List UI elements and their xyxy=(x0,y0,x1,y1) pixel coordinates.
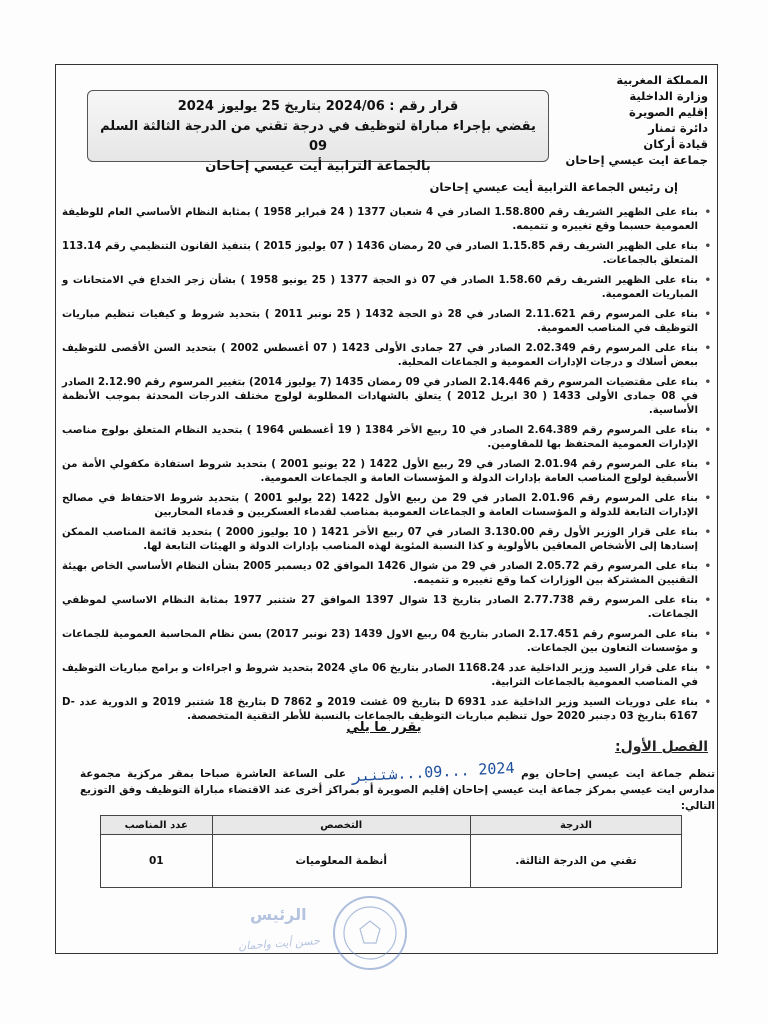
bullet-dot: • xyxy=(704,241,711,252)
bullet-dot: • xyxy=(704,377,711,388)
list-item: • بناء على المرسوم رقم 2.17.451 الصادر بتاريخ 04 ربيع الاول 1439 (23 نونبر 2017) بسن نظام المحاسبة العمومية للجماعات و مؤسسات التعاون بين الجماعات. xyxy=(62,629,711,655)
admin-line-ministry: وزارة الداخلية xyxy=(629,89,708,103)
bullet-dot: • xyxy=(704,663,711,675)
list-item: • بناء على الظهير الشريف رقم 1.15.85 الصادر في 20 رمضان 1436 ( 07 يوليوز 2015 ) بتنفيذ القانون التنظيمي رقم 113.14 المتعلق بالجماعات. xyxy=(62,241,711,267)
bullet-dot: • xyxy=(704,343,711,354)
decides-heading: يقرر ما يلي xyxy=(346,720,422,735)
admin-line-province: إقليم الصويرة xyxy=(629,105,708,119)
admin-line-commune: جماعة ايت عيسي إحاحان xyxy=(565,153,708,167)
chapter-one-heading: الفصل الأول: xyxy=(615,739,708,755)
admin-line-kingdom: المملكة المغربية xyxy=(616,73,708,87)
list-item: • بناء على المرسوم رقم 2.05.72 الصادر في 29 من شوال 1426 الموافق 02 ديسمبر 2005 بشأن النظام الأساسي الخاص بهيئة التقنيين المشتركة بين الوزارات كما وقع تغييره و تتميمه. xyxy=(62,561,711,587)
bullet-dot: • xyxy=(704,697,711,709)
signature-title: الرئيس xyxy=(250,905,307,924)
table-header-row xyxy=(101,816,682,835)
header-count: عدد المناصب xyxy=(101,816,213,835)
bullet-dot: • xyxy=(704,561,711,573)
decision-commune: بالجماعة الترابية أيت عيسي إحاحان xyxy=(205,159,431,174)
bullet-dot: • xyxy=(704,425,711,437)
cell-count: 01 xyxy=(101,835,213,888)
bullet-dot: • xyxy=(704,527,711,539)
list-item: • بناء على المرسوم رقم 2.77.738 الصادر بتاريخ 13 شوال 1397 الموافق 27 شتنبر 1977 بمثابة النظام الاساسي لموظفي الجماعات. xyxy=(62,595,711,621)
official-seal-stamp xyxy=(330,893,410,973)
list-item: • بناء على مقتضيات المرسوم رقم 2.14.446 الصادر في 09 رمضان 1435 (7 يوليوز 2014) بتغيير المرسوم رقم 2.12.90 الصادر في 08 جمادى الأولى 1433 ( 30 ابريل 2012 ) يتعلق بالشهادات المطلوبة لولوج مختلف الدرجات المحدثة بموجب الأنظمة الأساسية. xyxy=(62,377,711,417)
list-item: • بناء على المرسوم رقم 2.02.349 الصادر في 27 جمادى الأولى 1423 ( 07 أغسطس 2002 ) بتحديد السن الأقصى للتوظيف ببعض أسلاك و درجات الإدارات العمومية و الجماعات المحلية. xyxy=(62,343,711,369)
bullet-dot: • xyxy=(704,493,711,505)
admin-line-caidat: قيادة أركان xyxy=(643,137,708,151)
list-item: • بناء على المرسوم رقم 2.11.621 الصادر في 28 ذو الحجة 1432 ( 25 نونبر 2011 ) بتحديد شروط و كيفيات تنظيم مباريات التوظيف في المناصب العمومية. xyxy=(62,309,711,335)
decision-number: قرار رقم : 2024/06 بتاريخ 25 يوليوز 2024 xyxy=(177,99,459,114)
list-item: • بناء على المرسوم رقم 2.64.389 الصادر في 10 ربيع الأخر 1384 ( 19 أغسطس 1964 ) بتحديد النظام المتعلق بولوج مناصب الإدارات العمومية المحتفظ بها للمقاومين. xyxy=(62,425,711,451)
bullet-dot: • xyxy=(704,207,711,218)
signature-name: حسن أيت واحمان xyxy=(237,934,321,953)
article-text-start: تنظم جماعة ايت عيسي إحاحان يوم xyxy=(521,768,716,780)
list-item: • بناء على الظهير الشريف رقم 1.58.60 الصادر في 07 ذو الحجة 1377 ( 25 يونيو 1958 ) بشأن زجر الخداع في الامتحانات و المباريات العمومية. xyxy=(62,275,711,301)
list-item: • بناء على المرسوم رقم 2.01.96 الصادر في 29 من ربيع الأول 1422 (22 يوليو 2001 ) بتحديد شروط الاحتفاظ في مصالح الإدارات التابعة للدولة و المؤسسات العامة و الجماعات العمومية بمناصب لقدماء العسكريين و قدماء المحاربين xyxy=(62,493,711,519)
bullet-dot: • xyxy=(704,629,711,641)
list-item: • بناء على دوريات السيد وزير الداخلية عدد D 6931 بتاريخ 09 غشت 2019 و D 7862 بتاريخ 18 شتنبر 2019 و الدورية عدد D-6167 بتاريخ 03 دجنبر 2020 حول تنظيم مباريات التوظيف بالجماعات بالنسبة للأطر التقنية المتخصصة. xyxy=(62,697,711,723)
list-item: • بناء على المرسوم رقم 2.01.94 الصادر في 29 ربيع الأول 1422 ( 22 يونيو 2001 ) بتحديد شروط استفادة مكفولي الأمة من الأسبقية لولوج المناصب العامة بإدارات الدولة و المؤسسات العامة و الجماعات العمومية. xyxy=(62,459,711,485)
cell-grade: تقني من الدرجة الثالثة. xyxy=(470,835,681,888)
decision-title-box xyxy=(87,90,549,174)
table-row xyxy=(101,835,682,888)
article-one-text xyxy=(80,758,716,814)
bullet-dot: • xyxy=(704,275,711,286)
positions-table xyxy=(100,815,682,888)
list-item: • بناء على قرار السيد وزير الداخلية عدد 1168.24 الصادر بتاريخ 06 ماي 2024 بتحديد شروط و اجراءات و برامج مباريات التوظيف في المناصب العمومية بالجماعات الترابية. xyxy=(62,663,711,689)
decision-subject: يقضي بإجراء مباراة لتوظيف في درجة تقني من الدرجة الثالثة السلم 09 xyxy=(100,119,536,154)
handwritten-date: 2024 ...09...شتنبر xyxy=(351,758,516,786)
admin-line-district: دائرة تمنار xyxy=(648,121,708,135)
president-intro: إن رئيس الجماعة الترابية أيت عيسي إحاحان xyxy=(429,180,678,194)
header-specialty: التخصص xyxy=(212,816,470,835)
list-item: • بناء على قرار الوزير الأول رقم 3.130.00 الصادر في 07 ربيع الأخر 1421 ( 10 يوليوز 2000 ) بتحديد قائمة المناصب الممكن إسنادها إلى الأشخاص المعاقين بالأولوية و كذا النسبة المئوية لهذه المناصب بإدارات الدولة و الهيئات التابعة لها. xyxy=(62,527,711,553)
bullet-dot: • xyxy=(704,309,711,320)
cell-specialty: أنظمة المعلوميات xyxy=(212,835,470,888)
header-grade: الدرجة xyxy=(470,816,681,835)
legal-basis-list xyxy=(62,206,712,730)
bullet-dot: • xyxy=(704,459,711,471)
list-item: • بناء على الظهير الشريف رقم 1.58.800 الصادر في 4 شعبان 1377 ( 24 فبراير 1958 ) بمثابة النظام الأساسي العام للوظيفة العمومية حسبما وقع تغييره و تتميمه. xyxy=(62,207,711,233)
bullet-dot: • xyxy=(704,595,711,607)
administrative-header xyxy=(558,72,708,168)
article-text-end: على الساعة العاشرة صباحا بمقر مركزية مجموعة مدارس ايت عيسي بمركز جماعة ايت عيسي إحاحان إقليم الصويرة أو بمراكز أخرى عند الاقتضاء مباراة التوظيف وفق التوزيع التالي: xyxy=(80,768,715,812)
